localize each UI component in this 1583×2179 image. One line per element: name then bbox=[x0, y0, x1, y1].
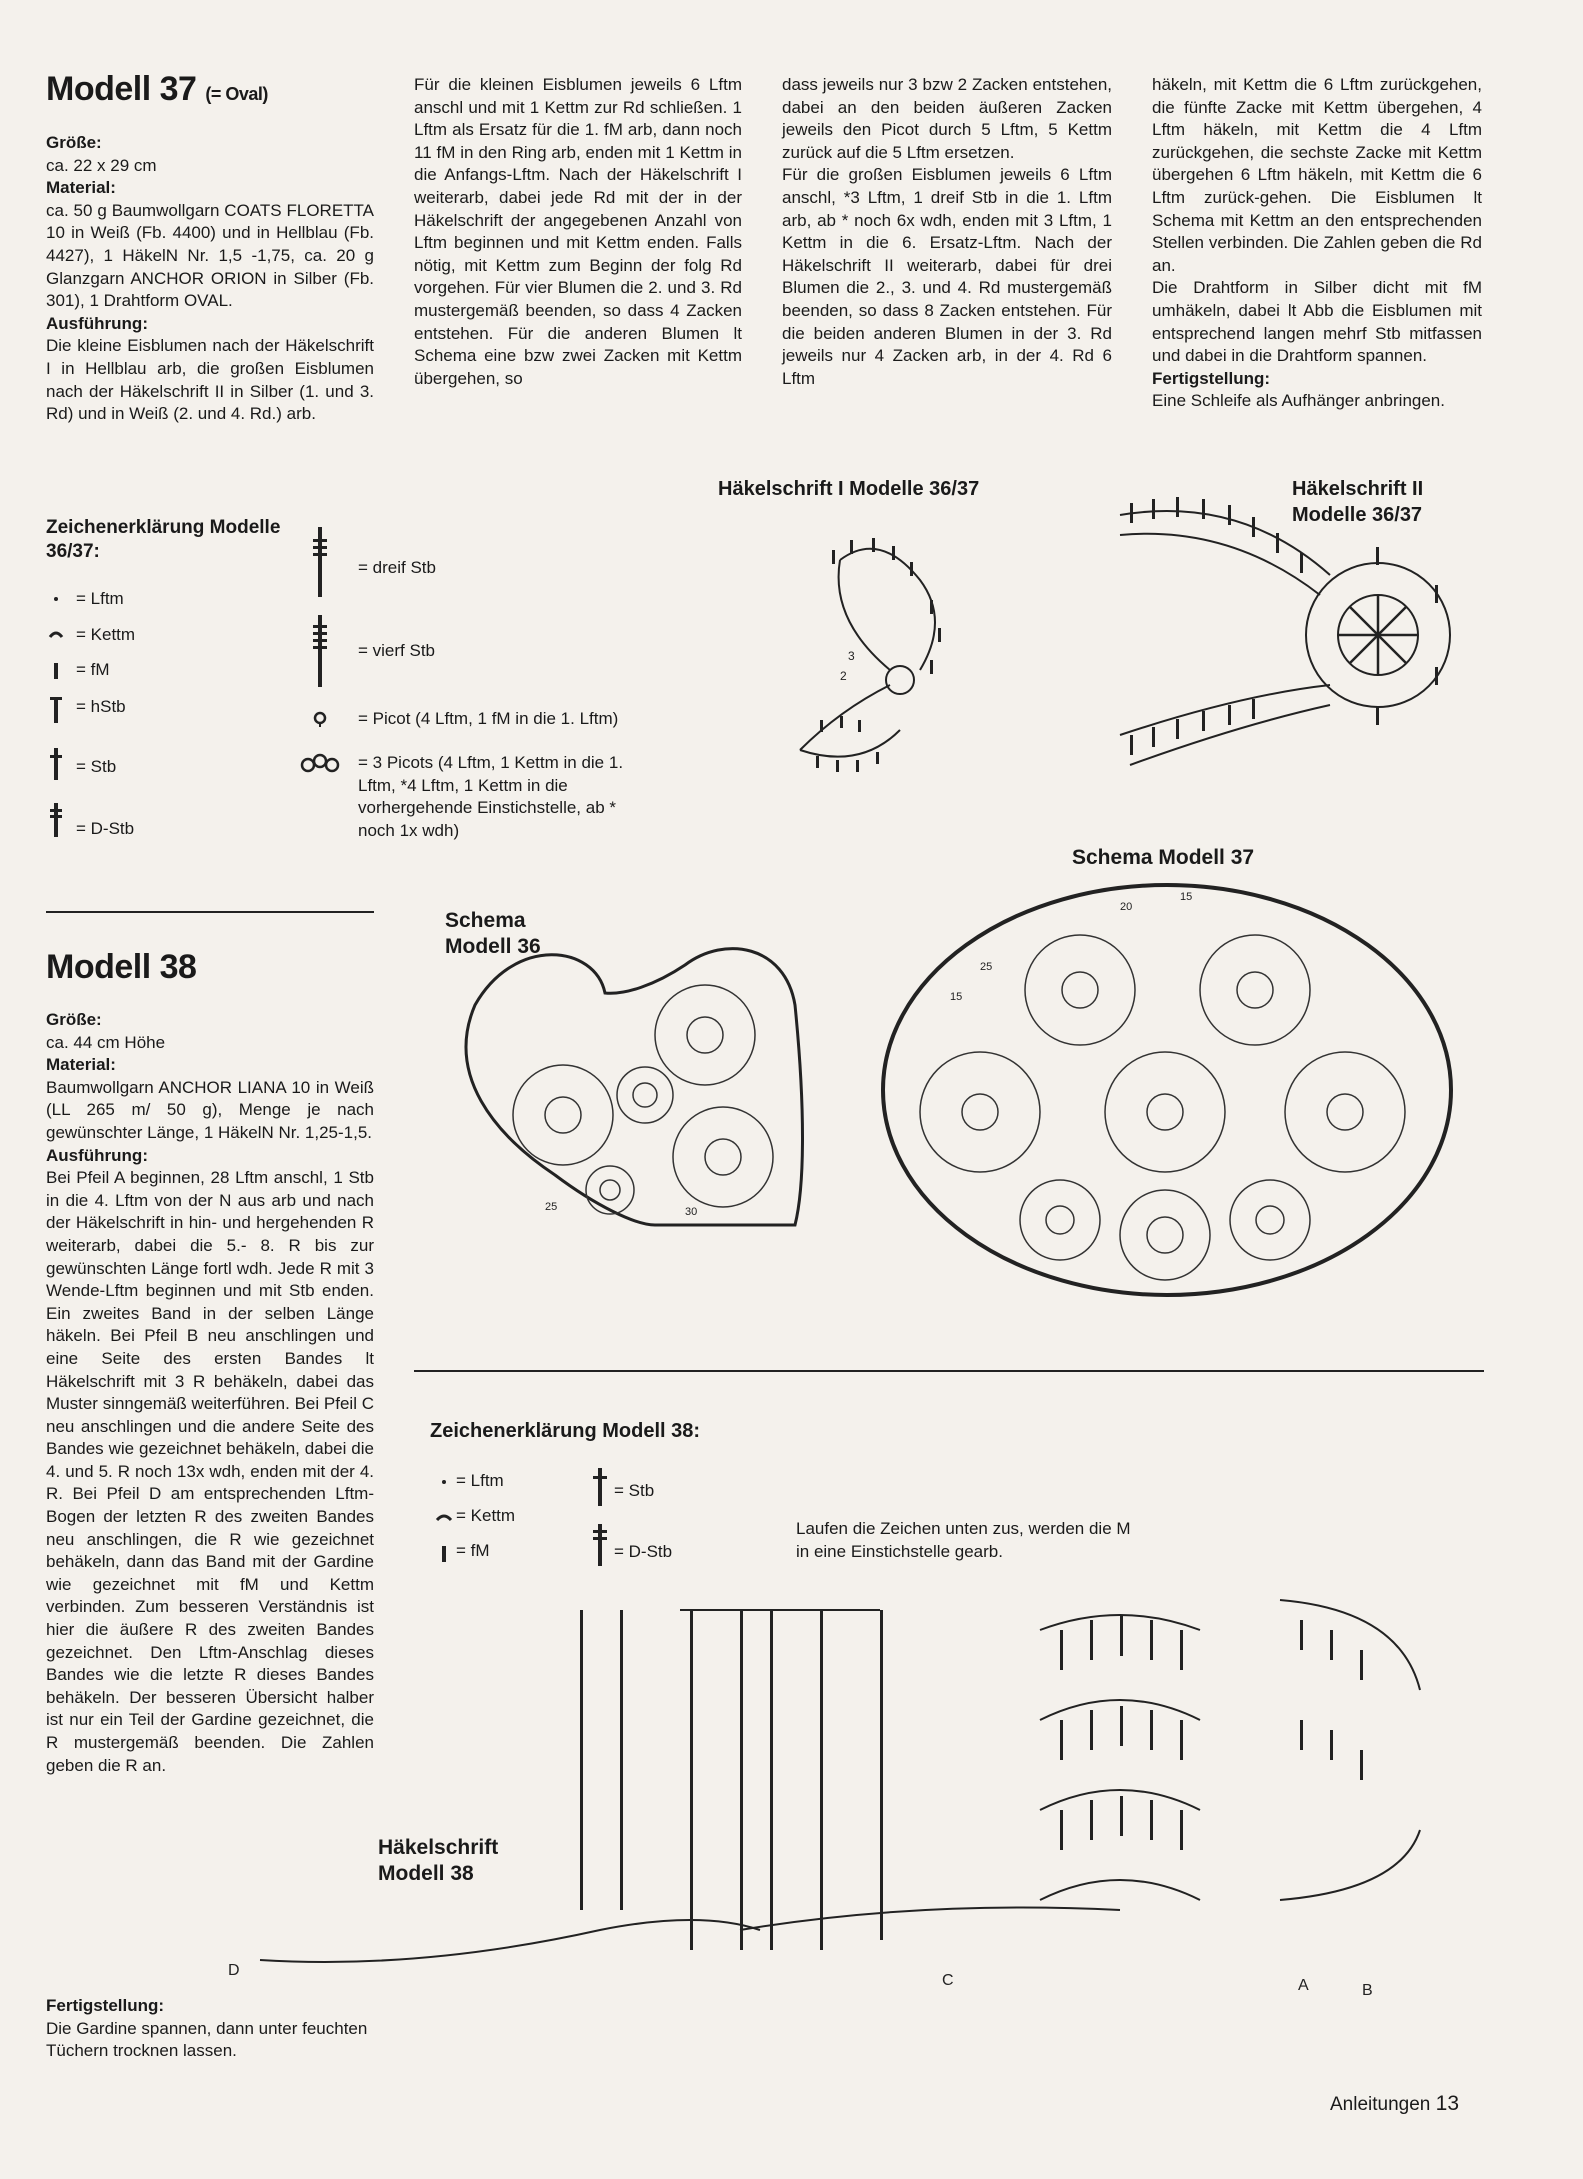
legend38-item-2: = fM bbox=[456, 1541, 490, 1560]
groesse-value: ca. 22 x 29 cm bbox=[46, 155, 157, 175]
ausfuehrung-label: Ausführung: bbox=[46, 313, 148, 333]
modell37-text-col3: dass jeweils nur 3 bzw 2 Zacken entstehen, dabei an den beiden äußeren Zacken jeweils den Picot durch 5 Lftm, 5 Kettm zurück auf die 5 Lftm ersetzen. Für die großen Eisblumen jeweils 6 Lftm anschl, *3 Lftm, 1 dreif Stb in die 1. Lftm arb, ab * noch 6x wdh, enden mit 3 Lftm, 1 Kettm in die 6. Ersatz-Lftm. Nach der Häkelschrift II weiterarb, dabei für drei Blumen die 2., 3. und 4. Rd mustergemäß beenden, so dass 8 Zacken entstehen. Für die beiden anderen Blumen in der 3. Rd jeweils nur 4 Zacken arb, in der 4. Rd 6 Lftm bbox=[782, 75, 1112, 388]
legend38-title: Zeichenerklärung Modell 38: bbox=[430, 1420, 701, 1442]
divider-middle bbox=[414, 1370, 1484, 1372]
haekel2-title: Häkelschrift II Modelle 36/37 bbox=[1292, 478, 1424, 526]
modell37-text-col2: Für die kleinen Eisblumen jeweils 6 Lftm anschl und mit 1 Kettm zur Rd schließen. 1 Lftm als Ersatz für die 1. fM arb, dann noch 11 fM in den Ring arb, enden mit 1 Kettm in die Anfangs-Lftm. Nach der Häkelschrift I weiterarb, dabei jede Rd mit der in der Häkelschrift der angegebenen Anzahl von Lftm beginnen und mit Kettm enden. Falls nötig, mit Kettm zum Beginn der folg Rd vorgehen. Für vier Blumen die 2. und 3. Rd mustergemäß beenden, so dass 4 Zacken entstehen. Für die anderen Blumen lt Schema eine bzw zwei Zacken mit Kettm übergehen, so bbox=[414, 75, 742, 388]
schema36-heart-diagram bbox=[455, 925, 815, 1305]
arrow-d-label: D bbox=[228, 1962, 240, 1979]
legend38-right-0: = Stb bbox=[614, 1481, 655, 1500]
haekelschrift2-diagram bbox=[1090, 495, 1470, 785]
modell37-title: Modell 37 (= Oval) bbox=[46, 70, 268, 108]
footer bbox=[1330, 2092, 1459, 2116]
modell37-specs bbox=[46, 132, 374, 426]
modell38-fertig: Fertigstellung: Die Gardine spannen, dann unter feuchten Tüchern trocknen lassen. bbox=[46, 1996, 368, 2061]
legend3637-item-1: = Kettm bbox=[76, 625, 136, 644]
modell38-title: Modell 38 bbox=[46, 948, 197, 986]
legend38-item-0: = Lftm bbox=[456, 1471, 504, 1490]
svg-text:25: 25 bbox=[545, 1201, 558, 1213]
arrow-b-label: B bbox=[1362, 1982, 1373, 1999]
ausfuehrung-value: Die kleine Eisblumen nach der Häkelschrift I in Hellblau arb, die großen Eisblumen nach der Häkelschrift II in Silber (1. und 3. Rd) und in Weiß (2. und 4. Rd.) arb. bbox=[46, 336, 374, 424]
modell38-specs: Größe: ca. 44 cm Höhe Material: Baumwollgarn ANCHOR LIANA 10 in Weiß (LL 265 m/ 50 g), Menge je nach gewünschter Länge, 1 HäkelN Nr. 1,25-1,5. Ausführung: Bei Pfeil A beginnen, 28 Lftm anschl, 1 Stb in die 4. Lftm von der N aus arb und nach der Häkelschrift in hin- und hergehenden R weiterarb, dabei die 5.- 8. R bis zur gewünschten Länge fortl wdh. Jede R mit 3 Wende-Lftm beginnen und mit Stb enden. Ein zweites Band in der selben Länge häkeln. Bei Pfeil B neu anschlingen und eine Seite des ersten Bandes lt Häkelschrift mit 3 R behäkeln, dabei das Muster sinngemäß weiterführen. Bei Pfeil C neu anschlingen und die andere Seite des Bandes wie gezeichnet behäkeln, dabei die 4. und 5. R noch 13x wdh, enden mit der 4. R. Bei Pfeil D am entsprechenden Lftm-Bogen der letzten R des zweiten Bandes neu anschlingen, die R wie gezeichnet behäkeln, dann das Band mit der Gardine wie gezeichnet mit fM und Kettm verbinden. Zum besseren Verständnis ist hier die äußere R des zweiten Bandes gezeichnet. Den Lftm-Anschlag dieses Bandes wie die letzte R dieses Bandes behäkeln. Der besseren Übersicht halber ist nur ein Teil der Gardine gezeichnet, die R mustergemäß beenden. Die Zahlen geben die R an. bbox=[46, 1010, 374, 1775]
legend3637-right-0: = dreif Stb bbox=[358, 558, 436, 577]
svg-text:20: 20 bbox=[1120, 901, 1133, 913]
page-number: 13 bbox=[1435, 2092, 1460, 2115]
groesse-label: Größe: bbox=[46, 133, 102, 152]
legend3637-item-5: = D-Stb bbox=[76, 819, 135, 838]
legend38-stb-icon bbox=[590, 1468, 610, 1578]
schema37-oval-diagram bbox=[880, 880, 1460, 1300]
svg-text:15: 15 bbox=[950, 991, 963, 1003]
legend3637-item-4: = Stb bbox=[76, 757, 117, 776]
legend38-note: Laufen die Zeichen unten zus, werden die M in eine Einstichstelle gearb. bbox=[796, 1519, 1131, 1561]
svg-text:15: 15 bbox=[1180, 891, 1193, 903]
schema36-title: Schema Modell 36 bbox=[445, 909, 541, 958]
haekel38-title: Häkelschrift Modell 38 bbox=[378, 1836, 499, 1885]
material-label: Material: bbox=[46, 178, 116, 198]
haekelschrift38-diagram bbox=[220, 1570, 1420, 1999]
legend-symbols-icon bbox=[48, 585, 68, 885]
legend38-item-1: = Kettm bbox=[456, 1506, 516, 1525]
footer-label: Anleitungen bbox=[1330, 2094, 1431, 2115]
legend3637-item-3: = hStb bbox=[76, 697, 126, 716]
arrow-c-label: C bbox=[942, 1972, 954, 1989]
svg-text:30: 30 bbox=[685, 1206, 698, 1218]
legend3637-right-3: = 3 Picots (4 Lftm, 1 Kettm in die 1. Lftm, *4 Lftm, 1 Kettm in die vorhergehende Einstichstelle, ab * noch 1x wdh) bbox=[358, 753, 624, 840]
svg-text:2: 2 bbox=[840, 669, 847, 683]
divider-left bbox=[46, 911, 374, 913]
legend38-right-1: = D-Stb bbox=[614, 1542, 673, 1561]
modell37-text-col4: häkeln, mit Kettm die 6 Lftm zurückgehen, die fünfte Zacke mit Kettm übergehen, 4 Lftm häkeln, mit Kettm die 4 Lftm zurückgehen, die sechste Zacke mit Kettm übergehen 6 Lftm häkeln, mit Kettm die 6 Lftm zurück-gehen. Die Eisblumen lt Schema mit Kettm an den entsprechenden Stellen verbinden. Die Zahlen geben die Rd an. Die Drahtform in Silber dicht mit fM umhäkeln, dabei lt Abb die Eisblumen mit entsprechend langen mehrf Stb mitfassen und dabei in die Drahtform spannen. Fertigstellung: Eine Schleife als Aufhänger anbringen. bbox=[1152, 75, 1482, 411]
legend3637-item-2: = fM bbox=[76, 660, 110, 679]
svg-text:3: 3 bbox=[848, 649, 855, 663]
schema37-title: Schema Modell 37 bbox=[1072, 846, 1255, 869]
material-value: ca. 50 g Baumwollgarn COATS FLORETTA 10 in Weiß (Fb. 4400) und in Hellblau (Fb. 4427), 1 HäkelN Nr. 1,5 -1,75, ca. 20 g Glanzgarn ANCHOR ORION in Silber (Fb. 301), 1 Drahtform OVAL. bbox=[46, 200, 374, 311]
haekel1-title: Häkelschrift I Modelle 36/37 bbox=[718, 478, 980, 500]
arrow-a-label: A bbox=[1298, 1977, 1309, 1994]
legend3637-item-0: = Lftm bbox=[76, 589, 124, 608]
legend3637-right-1: = vierf Stb bbox=[358, 641, 436, 660]
legend-stitch-icons bbox=[300, 525, 340, 785]
legend3637-right-2: = Picot (4 Lftm, 1 fM in die 1. Lftm) bbox=[358, 709, 619, 728]
haekelschrift1-diagram bbox=[780, 520, 980, 780]
legend3637-title: Zeichenerklärung Modelle 36/37: bbox=[46, 517, 281, 562]
svg-text:25: 25 bbox=[980, 961, 993, 973]
